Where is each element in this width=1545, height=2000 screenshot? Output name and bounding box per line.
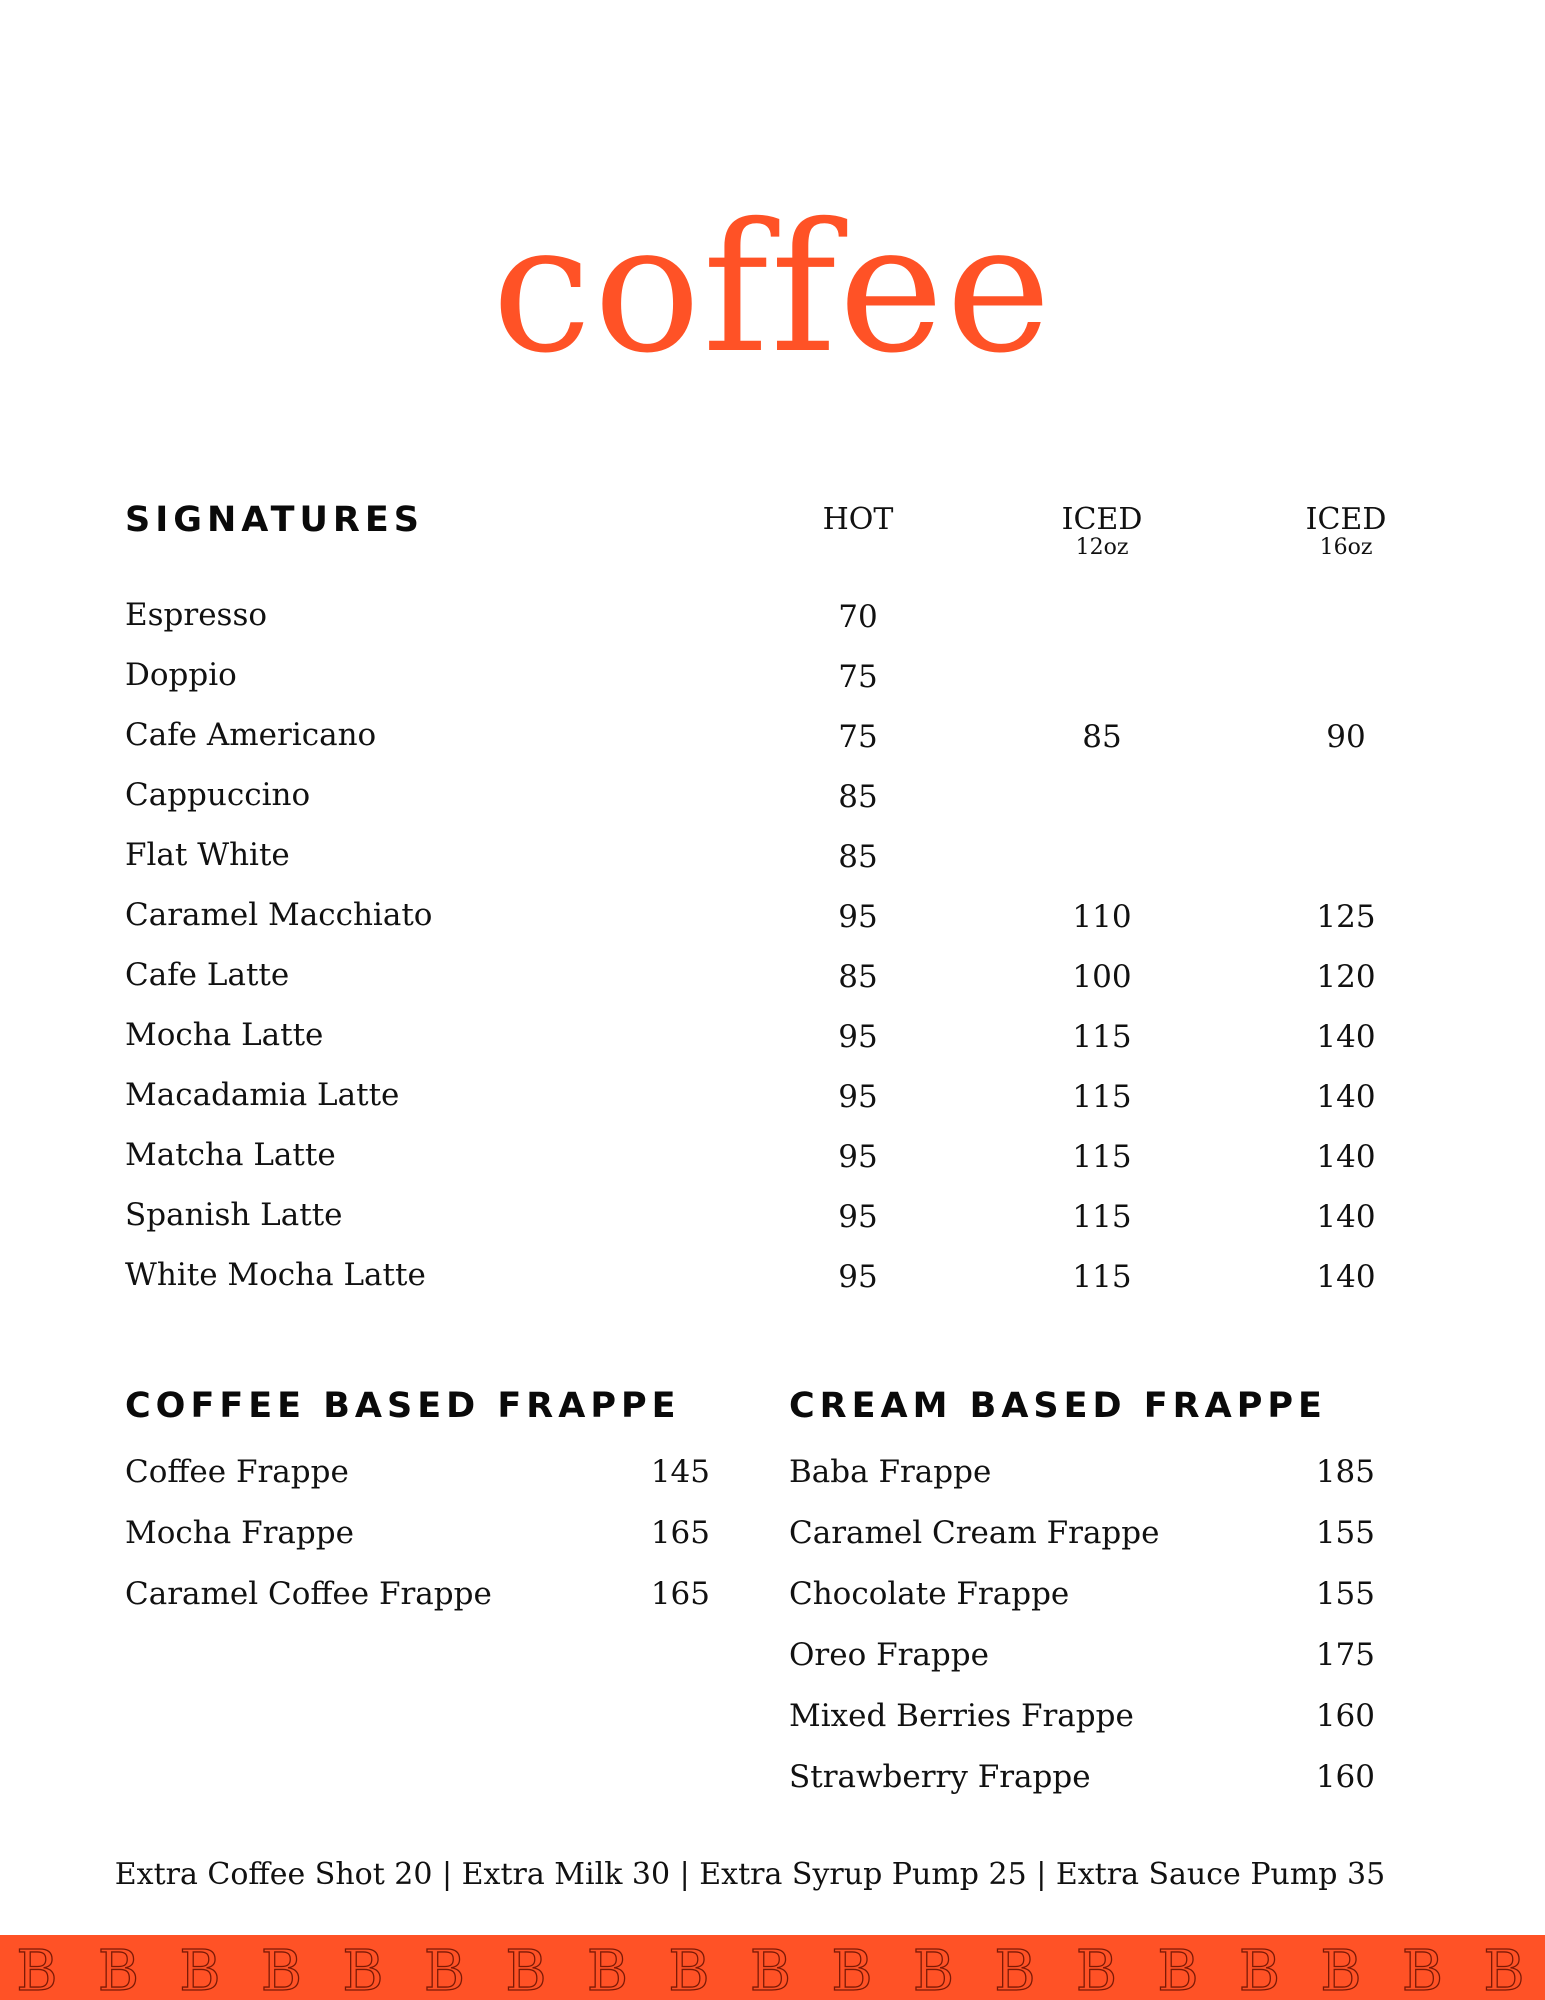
signature-price-iced-16oz: 140 <box>1316 1079 1376 1115</box>
signature-price-iced-12oz: 115 <box>1072 1079 1132 1115</box>
signature-price-iced-12oz: 100 <box>1072 959 1132 995</box>
signature-item-name: Spanish Latte <box>125 1197 343 1233</box>
signature-price-iced-12oz: 115 <box>1072 1259 1132 1295</box>
extras-line: Extra Coffee Shot 20 | Extra Milk 30 | Extra Syrup Pump 25 | Extra Sauce Pump 35 <box>114 1857 1386 1892</box>
frappe-item-price: 155 <box>1315 1576 1375 1612</box>
signature-price-iced-16oz: 140 <box>1316 1199 1376 1235</box>
signature-price-hot: 85 <box>838 839 878 875</box>
signature-price-hot: 70 <box>838 599 878 635</box>
signature-item-name: White Mocha Latte <box>125 1257 426 1293</box>
b-monogram-icon: B <box>1157 1939 1199 2000</box>
signatures-heading: SIGNATURES <box>125 500 424 540</box>
b-monogram-icon: B <box>342 1939 384 2000</box>
cream-frappe-heading: CREAM BASED FRAPPE <box>789 1386 1327 1426</box>
frappe-item-price: 185 <box>1315 1454 1375 1490</box>
signature-price-hot: 95 <box>838 1199 878 1235</box>
signature-price-hot: 95 <box>838 1079 878 1115</box>
signature-item-name: Macadamia Latte <box>125 1077 400 1113</box>
b-monogram-icon: B <box>1238 1939 1281 2000</box>
frappe-item-name: Oreo Frappe <box>789 1637 989 1673</box>
frappe-item-price: 165 <box>650 1515 710 1551</box>
signature-item-name: Flat White <box>125 837 290 873</box>
b-monogram-icon: B <box>1320 1939 1362 2000</box>
signature-price-hot: 75 <box>838 659 878 695</box>
signature-price-iced-16oz: 90 <box>1326 719 1366 755</box>
signature-item-name: Matcha Latte <box>125 1137 336 1173</box>
frappe-item-name: Caramel Cream Frappe <box>789 1515 1160 1551</box>
frappe-item-name: Strawberry Frappe <box>789 1759 1091 1795</box>
column-header-iced-12oz <box>1022 502 1182 560</box>
frappe-item-price: 145 <box>650 1454 710 1490</box>
signature-item-name: Doppio <box>125 657 237 693</box>
frappe-item-price: 175 <box>1315 1637 1375 1673</box>
coffee-frappe-heading: COFFEE BASED FRAPPE <box>125 1386 681 1426</box>
signature-item-name: Cappuccino <box>125 777 311 813</box>
menu-title: coffee <box>491 185 1054 392</box>
frappe-item-price: 165 <box>650 1576 710 1612</box>
b-monogram-icon: B <box>749 1939 792 2000</box>
signature-price-hot: 95 <box>838 1019 878 1055</box>
footer-pattern-band <box>0 1935 1545 2000</box>
column-header-label: HOT <box>822 502 894 537</box>
signature-price-iced-12oz: 85 <box>1082 719 1122 755</box>
frappe-item-name: Mocha Frappe <box>125 1515 354 1551</box>
b-monogram-icon: B <box>831 1939 873 2000</box>
signature-item-name: Cafe Americano <box>125 717 377 753</box>
b-monogram-icon: B <box>912 1939 955 2000</box>
signature-price-hot: 95 <box>838 1139 878 1175</box>
signature-price-hot: 75 <box>838 719 878 755</box>
b-monogram-icon: B <box>1075 1939 1118 2000</box>
b-monogram-icon: B <box>1401 1939 1444 2000</box>
signature-item-name: Cafe Latte <box>125 957 290 993</box>
signature-price-iced-16oz: 140 <box>1316 1019 1376 1055</box>
signature-price-iced-16oz: 125 <box>1316 899 1376 935</box>
frappe-item-name: Caramel Coffee Frappe <box>125 1576 492 1612</box>
signature-price-iced-16oz: 140 <box>1316 1259 1376 1295</box>
signature-price-iced-16oz: 120 <box>1316 959 1376 995</box>
column-header-iced-16oz <box>1266 502 1426 560</box>
signature-price-hot: 95 <box>838 899 878 935</box>
b-monogram-icon: B <box>97 1939 140 2000</box>
signature-price-hot: 95 <box>838 1259 878 1295</box>
frappe-item-price: 155 <box>1315 1515 1375 1551</box>
signature-price-hot: 85 <box>838 959 878 995</box>
signature-item-name: Espresso <box>125 597 268 633</box>
column-header-label: ICED <box>1061 502 1143 537</box>
signature-price-iced-12oz: 115 <box>1072 1019 1132 1055</box>
frappe-item-name: Baba Frappe <box>789 1454 992 1490</box>
signature-price-iced-16oz: 140 <box>1316 1139 1376 1175</box>
column-header-label: ICED <box>1305 502 1387 537</box>
frappe-item-name: Chocolate Frappe <box>789 1576 1070 1612</box>
frappe-item-name: Mixed Berries Frappe <box>789 1698 1134 1734</box>
column-header-hot <box>778 502 938 537</box>
b-monogram-icon: B <box>505 1939 547 2000</box>
b-monogram-icon: B <box>260 1939 303 2000</box>
frappe-item-name: Coffee Frappe <box>125 1454 349 1490</box>
b-monogram-icon: B <box>586 1939 629 2000</box>
b-monogram-icon: B <box>16 1939 58 2000</box>
b-monogram-icon: B <box>668 1939 710 2000</box>
b-monogram-icon: B <box>1483 1939 1525 2000</box>
signature-price-iced-12oz: 115 <box>1072 1139 1132 1175</box>
column-header-size: 12oz <box>1075 535 1129 560</box>
column-header-size: 16oz <box>1319 535 1373 560</box>
signature-price-hot: 85 <box>838 779 878 815</box>
signature-item-name: Mocha Latte <box>125 1017 324 1053</box>
signature-price-iced-12oz: 115 <box>1072 1199 1132 1235</box>
signature-item-name: Caramel Macchiato <box>125 897 433 933</box>
b-monogram-icon: B <box>994 1939 1036 2000</box>
frappe-item-price: 160 <box>1315 1759 1375 1795</box>
frappe-item-price: 160 <box>1315 1698 1375 1734</box>
b-monogram-icon: B <box>423 1939 466 2000</box>
b-monogram-icon: B <box>179 1939 221 2000</box>
signature-price-iced-12oz: 110 <box>1072 899 1132 935</box>
footer-pattern <box>0 1935 1545 2000</box>
